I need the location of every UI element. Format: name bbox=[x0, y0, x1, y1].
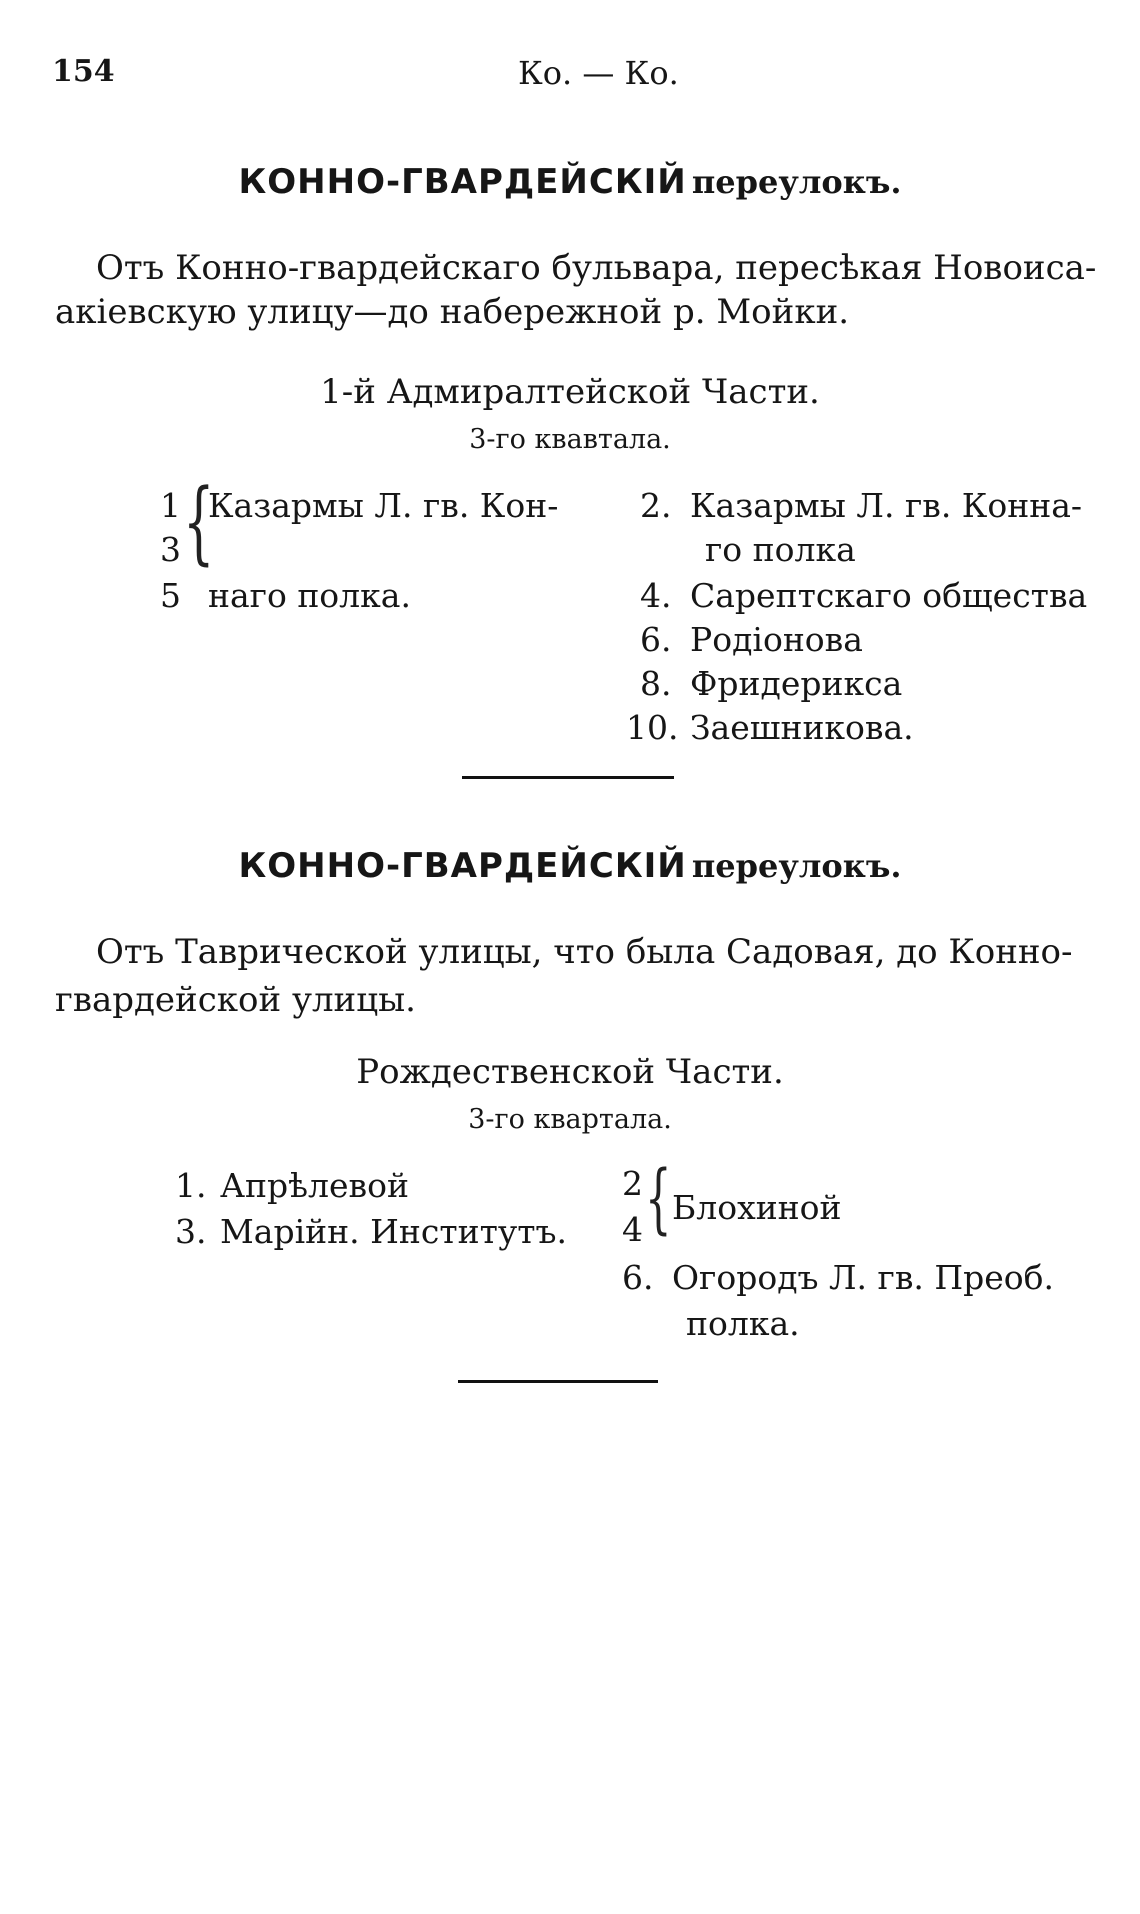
section-2-right-number: 4 bbox=[622, 1210, 643, 1249]
section-2-description-line-2: гвардейской улицы. bbox=[55, 980, 416, 1020]
section-1-right-number: 10. bbox=[626, 708, 679, 747]
section-2-quarter: 3-го квартала. bbox=[468, 1104, 672, 1135]
section-divider bbox=[458, 1380, 658, 1383]
section-2-right-entry-line: полка. bbox=[686, 1304, 800, 1343]
running-head: Ко. — Ко. bbox=[518, 54, 679, 92]
section-2-left-entry: Апрѣлевой bbox=[220, 1166, 409, 1205]
section-2-part: Рождественской Части. bbox=[356, 1052, 784, 1092]
section-1-right-number: 2. bbox=[640, 486, 672, 525]
section-1-right-number: 6. bbox=[640, 620, 672, 659]
section-2-title bbox=[0, 846, 1140, 886]
section-1-left-number: 1 bbox=[160, 486, 181, 525]
section-1-part: 1-й Адмиралтейской Части. bbox=[320, 372, 820, 412]
section-1-right-number: 8. bbox=[640, 664, 672, 703]
section-1-description-line-2: акіевскую улицу—до набережной р. Мойки. bbox=[55, 292, 850, 332]
section-1-right-entry-line: Казармы Л. гв. Конна- bbox=[690, 486, 1083, 525]
section-2-right-group-entry: Блохиной bbox=[672, 1188, 842, 1227]
section-2-title-main: КОННО-ГВАРДЕЙСКІЙ bbox=[238, 846, 687, 886]
section-divider bbox=[462, 776, 674, 779]
section-1-quarter: 3-го квавтала. bbox=[469, 424, 671, 455]
section-2-right-entry-line: Огородъ Л. гв. Преоб. bbox=[672, 1258, 1055, 1297]
section-2-left-entry: Марійн. Институтъ. bbox=[220, 1212, 568, 1251]
brace-icon: { bbox=[183, 470, 215, 575]
section-2-right-number: 6. bbox=[622, 1258, 654, 1297]
section-1-right-entry-line: Заешникова. bbox=[690, 708, 914, 747]
section-1-title-sub: переулокъ. bbox=[691, 163, 902, 201]
section-1-left-entry-line-1: Казармы Л. гв. Кон- bbox=[208, 486, 559, 525]
section-1-left-number: 3 bbox=[160, 530, 181, 569]
section-1-left-entry-line-2: наго полка. bbox=[208, 576, 411, 615]
section-1-right-number: 4. bbox=[640, 576, 672, 615]
page-number: 154 bbox=[52, 54, 115, 89]
section-1-right-entry-line: Родіонова bbox=[690, 620, 863, 659]
section-1-right-entry-line: Сарептскаго общества bbox=[690, 576, 1088, 615]
section-2-title-sub: переулокъ. bbox=[691, 847, 902, 885]
section-1-left-number: 5 bbox=[160, 576, 181, 615]
section-1-title bbox=[0, 162, 1140, 202]
section-2-left-number: 1. bbox=[175, 1166, 207, 1205]
section-2-description-line-1: Отъ Таврической улицы, что была Садовая, до Конно- bbox=[96, 932, 1073, 972]
section-1-description-line-1: Отъ Конно-гвардейскаго бульвара, пересѣкая Новоиса- bbox=[96, 248, 1097, 288]
section-2-right-number: 2 bbox=[622, 1164, 643, 1203]
section-2-left-number: 3. bbox=[175, 1212, 207, 1251]
section-1-right-entry-line: го полка bbox=[705, 530, 856, 569]
section-1-title-main: КОННО-ГВАРДЕЙСКІЙ bbox=[238, 162, 687, 202]
section-1-right-entry-line: Фридерикса bbox=[690, 664, 903, 703]
brace-icon: { bbox=[645, 1153, 672, 1242]
